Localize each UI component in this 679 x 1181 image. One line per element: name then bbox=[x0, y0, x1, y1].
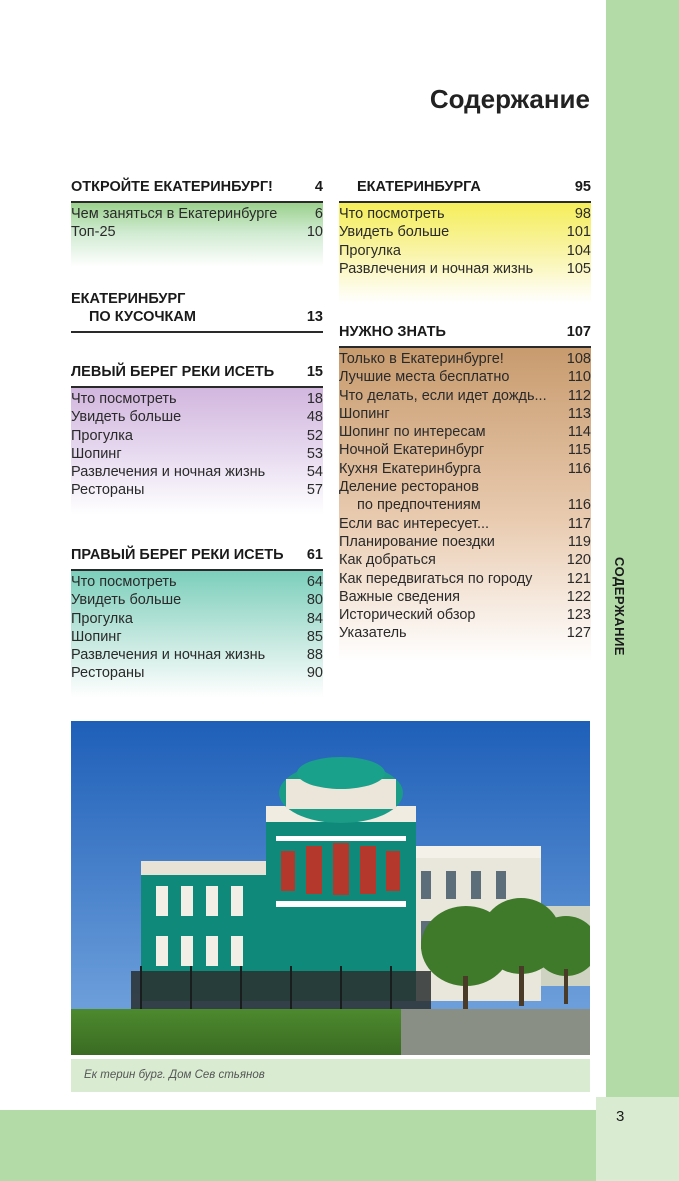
toc-item[interactable] bbox=[71, 390, 323, 408]
bottom-band bbox=[0, 1110, 596, 1181]
toc-item-label: Деление ресторанов bbox=[339, 479, 479, 496]
toc-item-page: 18 bbox=[306, 391, 323, 407]
side-section-label: СОДЕРЖАНИЕ bbox=[612, 557, 627, 656]
section-heading-label: ЕКАТЕРИНБУРГ bbox=[71, 291, 186, 307]
section-items bbox=[71, 571, 323, 698]
toc-item-page: 53 bbox=[306, 445, 323, 462]
toc-item[interactable] bbox=[71, 664, 323, 682]
toc-item-label: Увидеть больше bbox=[339, 224, 450, 241]
toc-item[interactable] bbox=[71, 427, 323, 445]
toc-item-page: 116 bbox=[567, 460, 591, 477]
photo-sevastyanov-house bbox=[71, 721, 590, 1055]
toc-section-need-to-know bbox=[339, 323, 591, 661]
toc-item[interactable] bbox=[339, 223, 591, 241]
section-items bbox=[71, 203, 323, 267]
toc-item[interactable] bbox=[71, 646, 323, 664]
toc-item-page: 110 bbox=[567, 369, 591, 386]
section-items bbox=[339, 203, 591, 303]
section-heading-page: 107 bbox=[566, 324, 591, 340]
toc-section-ekaterinburg bbox=[339, 178, 591, 303]
section-heading[interactable] bbox=[71, 363, 323, 388]
toc-item-label: Ночной Екатеринбург bbox=[339, 442, 485, 459]
toc-section-right-bank bbox=[71, 546, 323, 698]
page-title: Содержание bbox=[429, 84, 590, 114]
toc-item[interactable] bbox=[339, 387, 591, 405]
section-heading-page: 15 bbox=[306, 364, 323, 380]
page-number-box bbox=[596, 1097, 679, 1181]
toc-item[interactable] bbox=[339, 405, 591, 423]
section-items bbox=[71, 388, 323, 515]
toc-item-page: 123 bbox=[566, 607, 591, 624]
toc-item-label: Прогулка bbox=[71, 610, 133, 627]
toc-item-label: Рестораны bbox=[71, 665, 145, 682]
toc-item[interactable] bbox=[71, 223, 323, 241]
toc-item-page: 120 bbox=[566, 552, 591, 569]
toc-item-page: 119 bbox=[567, 533, 591, 550]
section-heading[interactable] bbox=[71, 290, 323, 333]
toc-item-label: Что посмотреть bbox=[71, 574, 177, 590]
toc-item-label: Что посмотреть bbox=[71, 391, 177, 407]
toc-item[interactable] bbox=[339, 624, 591, 642]
section-items bbox=[339, 348, 591, 661]
toc-item-label: Развлечения и ночная жизнь bbox=[71, 647, 266, 664]
section-heading-page: 4 bbox=[314, 179, 323, 195]
toc-section-discover bbox=[71, 178, 323, 267]
toc-item-page: 117 bbox=[567, 515, 591, 532]
toc-item-page: 112 bbox=[567, 387, 591, 404]
toc-item-label: Исторический обзор bbox=[339, 607, 476, 624]
toc-section-left-bank bbox=[71, 363, 323, 515]
toc-item-label: Рестораны bbox=[71, 482, 145, 499]
toc-item-label: Увидеть больше bbox=[71, 409, 182, 426]
section-heading-page: 95 bbox=[574, 179, 591, 195]
toc-item-page: 10 bbox=[306, 224, 323, 241]
toc-item-page: 115 bbox=[567, 442, 591, 459]
toc-item-label: Важные сведения bbox=[339, 588, 460, 605]
toc-item-page: 52 bbox=[306, 427, 323, 444]
toc-item[interactable] bbox=[339, 460, 591, 478]
toc-item[interactable] bbox=[339, 606, 591, 624]
toc-item-page: 80 bbox=[306, 592, 323, 609]
toc-item-label: Чем заняться в Екатеринбурге bbox=[71, 206, 278, 222]
section-heading-label: ПРАВЫЙ БЕРЕГ РЕКИ ИСЕТЬ bbox=[71, 547, 284, 563]
toc-item[interactable] bbox=[339, 260, 591, 278]
toc-item[interactable] bbox=[71, 591, 323, 609]
toc-item-label: Только в Екатеринбурге! bbox=[339, 351, 504, 367]
section-heading-label: НУЖНО ЗНАТЬ bbox=[339, 324, 446, 340]
toc-item-label: Кухня Екатеринбурга bbox=[339, 460, 481, 477]
toc-item-label: Прогулка bbox=[71, 427, 133, 444]
toc-item-page: 98 bbox=[574, 206, 591, 222]
toc-item-label: Что посмотреть bbox=[339, 206, 445, 222]
toc-item-page: 122 bbox=[566, 588, 591, 605]
toc-item-label: Шопинг по интересам bbox=[339, 424, 486, 441]
toc-item-label: Прогулка bbox=[339, 242, 401, 259]
toc-item[interactable] bbox=[71, 628, 323, 646]
toc-item-label: Шопинг bbox=[71, 445, 122, 462]
section-heading-label: ЕКАТЕРИНБУРГА bbox=[357, 179, 481, 195]
page-number: 3 bbox=[616, 1108, 625, 1125]
toc-item-page: 116 bbox=[567, 497, 591, 514]
section-heading[interactable] bbox=[339, 323, 591, 348]
toc-item[interactable] bbox=[339, 350, 591, 368]
section-heading[interactable] bbox=[71, 178, 323, 203]
toc-item[interactable] bbox=[339, 515, 591, 533]
section-heading[interactable] bbox=[71, 546, 323, 571]
toc-item[interactable] bbox=[339, 478, 591, 515]
section-heading-page: 13 bbox=[306, 309, 323, 325]
toc-item[interactable] bbox=[71, 445, 323, 463]
photo-caption: Ек терин бург. Дом Сев стьянов bbox=[84, 1069, 265, 1081]
toc-item-label-2: по предпочтениям bbox=[357, 497, 481, 514]
toc-item[interactable] bbox=[71, 481, 323, 499]
building-illustration bbox=[71, 721, 590, 1055]
section-heading-label-2: ПО КУСОЧКАМ bbox=[89, 309, 196, 325]
toc-item-label: Развлечения и ночная жизнь bbox=[71, 464, 266, 481]
toc-item-label: Шопинг bbox=[71, 628, 122, 645]
toc-item-page: 121 bbox=[566, 570, 591, 587]
toc-item[interactable] bbox=[71, 463, 323, 481]
toc-item[interactable] bbox=[339, 441, 591, 459]
toc-item[interactable] bbox=[71, 573, 323, 591]
side-band bbox=[606, 0, 679, 1097]
toc-item-page: 88 bbox=[306, 647, 323, 664]
toc-item-page: 6 bbox=[314, 206, 323, 222]
toc-item[interactable] bbox=[339, 533, 591, 551]
toc-item-page: 90 bbox=[306, 665, 323, 682]
toc-item-label: Как добраться bbox=[339, 552, 436, 569]
toc-item-page: 108 bbox=[566, 351, 591, 367]
section-heading-page: 61 bbox=[306, 547, 323, 563]
toc-item-label: Развлечения и ночная жизнь bbox=[339, 260, 534, 277]
section-heading[interactable] bbox=[339, 178, 591, 203]
toc-item[interactable] bbox=[71, 205, 323, 223]
toc-section-pieces bbox=[71, 290, 323, 333]
toc-item-label: Что делать, если идет дождь... bbox=[339, 387, 547, 404]
toc-item-page: 113 bbox=[567, 405, 591, 422]
toc-item[interactable] bbox=[339, 570, 591, 588]
toc-item-label: Указатель bbox=[339, 625, 407, 642]
toc-item-page: 104 bbox=[566, 242, 591, 259]
toc-item[interactable] bbox=[339, 551, 591, 569]
toc-item-label: Лучшие места бесплатно bbox=[339, 369, 510, 386]
section-heading-label: ЛЕВЫЙ БЕРЕГ РЕКИ ИСЕТЬ bbox=[71, 364, 275, 380]
toc-item[interactable] bbox=[339, 205, 591, 223]
toc-item[interactable] bbox=[339, 242, 591, 260]
toc-item-label: Топ-25 bbox=[71, 224, 116, 241]
toc-item[interactable] bbox=[71, 610, 323, 628]
toc-item-page: 101 bbox=[566, 224, 591, 241]
toc-item[interactable] bbox=[71, 408, 323, 426]
toc-item-label: Как передвигаться по городу bbox=[339, 570, 533, 587]
toc-item-page: 57 bbox=[306, 482, 323, 499]
toc-item-page: 127 bbox=[566, 625, 591, 642]
toc-item-label: Шопинг bbox=[339, 405, 390, 422]
toc-item-page: 85 bbox=[306, 628, 323, 645]
toc-item-page: 105 bbox=[566, 260, 591, 277]
toc-item-page: 114 bbox=[567, 424, 591, 441]
toc-item[interactable] bbox=[339, 368, 591, 386]
toc-item[interactable] bbox=[339, 423, 591, 441]
toc-item-label: Увидеть больше bbox=[71, 592, 182, 609]
toc-item-page: 48 bbox=[306, 409, 323, 426]
toc-item-page: 84 bbox=[306, 610, 323, 627]
toc-item-page: 64 bbox=[306, 574, 323, 590]
section-heading-label: ОТКРОЙТЕ ЕКАТЕРИНБУРГ! bbox=[71, 179, 273, 195]
toc-item-label: Планирование поездки bbox=[339, 533, 495, 550]
toc-item[interactable] bbox=[339, 588, 591, 606]
toc-item-label: Если вас интересует... bbox=[339, 515, 490, 532]
toc-item-page: 54 bbox=[306, 464, 323, 481]
